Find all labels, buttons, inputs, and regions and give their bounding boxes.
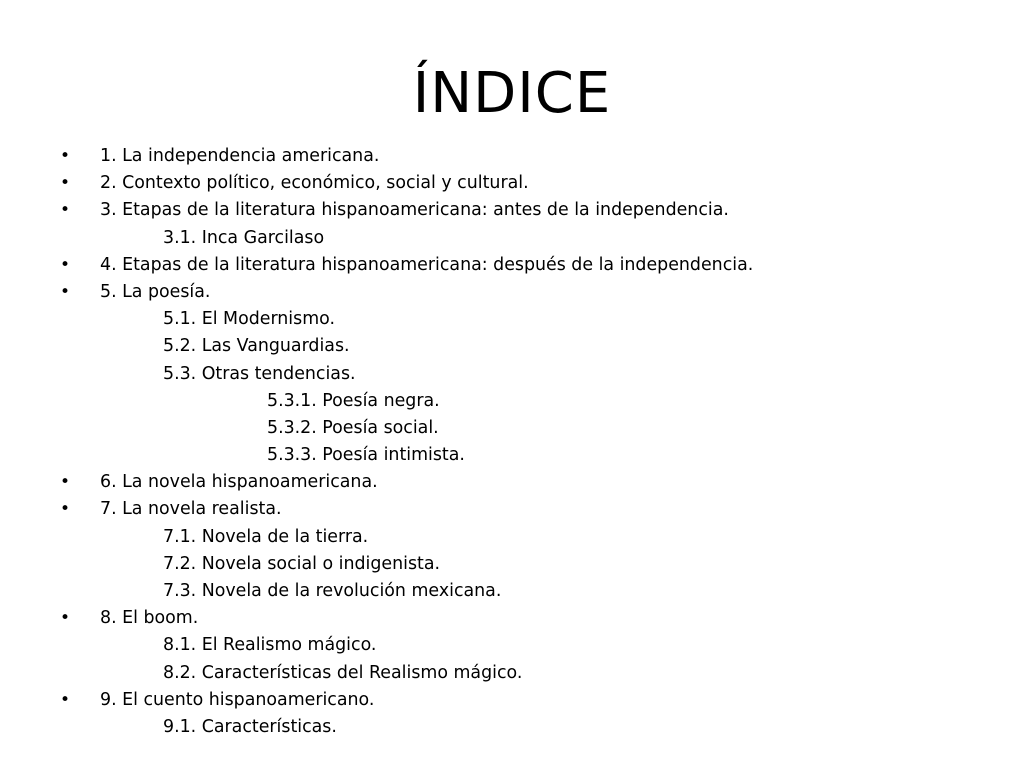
bullet-icon: • xyxy=(60,173,71,194)
index-subitem xyxy=(0,578,1024,605)
index-subsubitem-text: 5.3.2. Poesía social. xyxy=(267,417,439,438)
index-item xyxy=(0,469,1024,496)
index-subitem xyxy=(0,660,1024,687)
index-item-text: 5. La poesía. xyxy=(100,281,211,302)
index-item-text: 1. La independencia americana. xyxy=(100,146,380,166)
slide-title: ÍNDICE xyxy=(412,61,612,126)
index-subitem-text: 8.1. El Realismo mágico. xyxy=(163,635,377,656)
index-item xyxy=(0,252,1024,279)
index-item-text: 3. Etapas de la literatura hispanoamericana: antes de la independencia. xyxy=(100,200,729,221)
index-subsubitem xyxy=(0,442,1024,469)
index-subsubitem xyxy=(0,415,1024,442)
index-subsubitem-text: 5.3.3. Poesía intimista. xyxy=(267,445,465,466)
index-subitem xyxy=(0,361,1024,388)
index-subitem-text: 5.1. El Modernismo. xyxy=(163,309,336,330)
bullet-icon: • xyxy=(60,254,71,275)
index-subitem xyxy=(0,632,1024,659)
index-subitem-text: 8.2. Características del Realismo mágico. xyxy=(163,662,523,683)
bullet-icon: • xyxy=(60,499,71,520)
index-item-text: 8. El boom. xyxy=(100,608,199,629)
index-subsubitem xyxy=(0,388,1024,415)
index-item xyxy=(0,170,1024,197)
index-item xyxy=(0,197,1024,224)
index-list xyxy=(0,143,1024,741)
index-subitem-text: 7.1. Novela de la tierra. xyxy=(163,526,369,547)
bullet-icon: • xyxy=(60,608,71,629)
index-subitem xyxy=(0,551,1024,578)
bullet-icon: • xyxy=(60,281,71,302)
bullet-icon: • xyxy=(60,472,71,493)
index-item xyxy=(0,496,1024,523)
index-item-text: 6. La novela hispanoamericana. xyxy=(100,472,378,493)
bullet-icon: • xyxy=(60,146,71,166)
index-item-text: 7. La novela realista. xyxy=(100,499,282,520)
bullet-icon: • xyxy=(60,200,71,221)
index-item-text: 9. El cuento hispanoamericano. xyxy=(100,689,375,710)
index-item xyxy=(0,279,1024,306)
index-subitem xyxy=(0,225,1024,252)
index-subitem xyxy=(0,714,1024,741)
index-subitem-text: 3.1. Inca Garcilaso xyxy=(163,227,325,248)
index-subitem-text: 5.3. Otras tendencias. xyxy=(163,363,356,384)
index-subitem-text: 7.3. Novela de la revolución mexicana. xyxy=(163,581,502,601)
index-subitem xyxy=(0,306,1024,333)
index-subitem-text: 9.1. Características. xyxy=(163,716,337,737)
index-item-text: 2. Contexto político, económico, social y cultural. xyxy=(100,173,529,194)
index-subsubitem-text: 5.3.1. Poesía negra. xyxy=(267,390,440,411)
bullet-icon: • xyxy=(60,689,71,710)
index-item-text: 4. Etapas de la literatura hispanoamericana: después de la independencia. xyxy=(100,254,754,275)
index-subitem-text: 5.2. Las Vanguardias. xyxy=(163,336,350,357)
index-subitem-text: 7.2. Novela social o indigenista. xyxy=(163,553,441,574)
index-item xyxy=(0,605,1024,632)
index-item xyxy=(0,687,1024,714)
index-subitem xyxy=(0,524,1024,551)
index-subitem xyxy=(0,333,1024,360)
index-item xyxy=(0,143,1024,170)
